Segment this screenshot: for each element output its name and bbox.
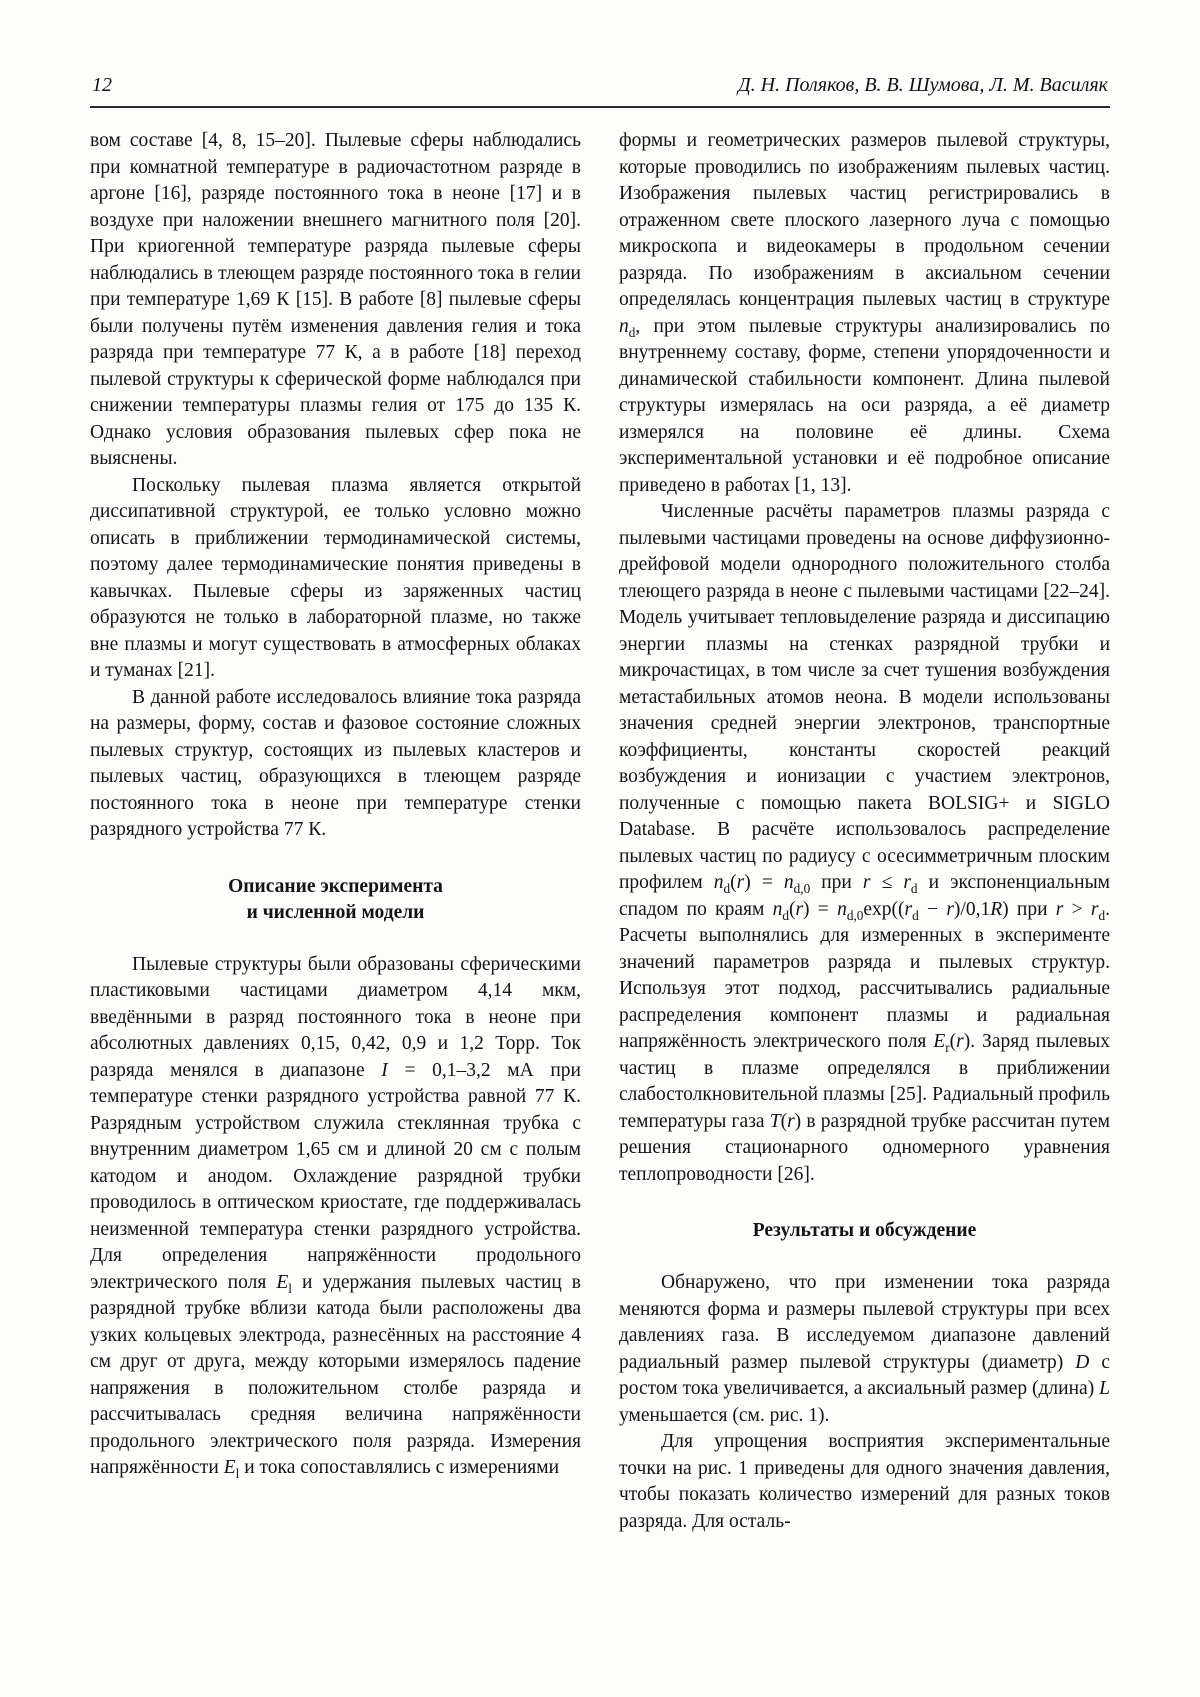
article-body [90, 128, 1110, 1535]
left-column [90, 128, 581, 1535]
paragraph: Пылевые структуры были образованы сферическими пластиковыми частицами диаметром 4,14 мкм, введёнными в разряд постоянного тока в неоне при абсолютных давлениях 0,15, 0,42, 0,9 и 1,2 Торр. Ток разряда менялся в диапазоне I = 0,1–3,2 мА при температуре стенки разрядного устройства равной 77 К. Разрядным устройством служила стеклянная трубка с внутренним диаметром 1,65 см и длиной 20 см с полым катодом и анодом. Охлаждение разрядной трубки проводилось в оптическом криостате, где поддерживалась неизменной температура стенки разрядного устройства. Для определения напряжённости продольного электрического поля $E_l$ и удержания пылевых частиц в разрядной трубке вблизи катода были расположены два узких кольцевых электрода, разнесённых на расстояние 4 см друг от друга, между которыми измерялось падение напряжения в положительном столбе разряда и рассчитывалась средняя величина напряжённости продольного электрического поля разряда. Измерения напряжённости $E_l$ и тока сопоставлялись с измерениями [90, 953, 582, 1481]
page-number: 12 [92, 74, 112, 96]
section-heading-results [619, 1218, 1110, 1244]
paragraph: Обнаружено, что при изменении тока разряда меняются форма и размеры пылевой структуры при всех давлениях газа. В исследуемом диапазоне давлений радиальный размер пылевой структуры (диаметр) D с ростом тока увеличивается, а аксиальный размер (длина) L уменьшается (см. рис. 1). [619, 1272, 1110, 1426]
right-column [619, 128, 1110, 1535]
running-head [90, 74, 1110, 106]
section-heading-line: Результаты и обсуждение [752, 1220, 977, 1241]
paragraph: Численные расчёты параметров плазмы разряда с пылевыми частицами проведены на основе диффузионно-дрейфовой модели однородного положительного столба тлеющего разряда в неоне с пылевыми частицами [22–24]. Модель учитывает тепловыделение разряда и диссипацию энергии плазмы на стенках разрядной трубки и микрочастицах, в том числе за счет тушения возбуждения метастабильных атомов неона. В модели использованы значения средней энергии электронов, транспортные коэффициенты, константы скоростей реакций возбуждения и ионизации с участием электронов, полученные с помощью пакета BOLSIG+ и SIGLO Database. В расчёте использовалось распределение пылевых частиц по радиусу с осесимметричным плоским профилем $n_d(r) = n_{d,0}$ при $r \le r_d$ и экспоненциальным спадом по краям $n_d(r) = n_{d,0}\exp((r_d - r)/0,1R)$ при $r > r_d$. Расчеты выполнялись для измеренных в эксперименте значений параметров разряда и пылевых структур. Используя этот подход, рассчитывались радиальные распределения компонент плазмы и радиальная напряжённость электрического поля $E_r(r)$. Заряд пылевых частиц в плазме определялся в приближении слабостолкновительной плазмы [25]. Радиальный профиль температуры газа T(r) в разрядной трубке рассчитан путем решения стационарного одномерного уравнения теплопроводности [26]. [619, 501, 1111, 1185]
paragraph: формы и геометрических размеров пылевой структуры, которые проводились по изображениям пылевых частиц. Изображения пылевых частиц регистрировались в отраженном свете плоского лазерного луча с помощью микроскопа и видеокамеры в продольном сечении разряда. По изображениям в аксиальном сечении определялась концентрация пылевых частиц в структуре $n_d$, при этом пылевые структуры анализировались по внутреннему составу, форме, степени упорядоченности и динамической стабильности компонент. Длина пылевой структуры измерялась на оси разряда, а её диаметр измерялся на половине её длины. Схема экспериментальной установки и её подробное описание приведено в работах [1, 13]. [619, 130, 1110, 496]
header-rule [90, 106, 1110, 108]
paragraph: В данной работе исследовалось влияние тока разряда на размеры, форму, состав и фазовое состояние сложных пылевых структур, состоящих из пылевых кластеров и пылевых частиц, образующихся в тлеющем разряде постоянного тока в неоне при температуре стенки разрядного устройства 77 К. [90, 686, 581, 840]
paragraph: Для упрощения восприятия экспериментальные точки на рис. 1 приведены для одного значения давления, чтобы показать количество измерений для разных токов разряда. Для осталь- [619, 1431, 1110, 1532]
section-heading-line: и численной модели [246, 901, 425, 923]
section-heading-experiment [90, 874, 581, 926]
section-heading-line: Описание эксперимента [228, 875, 443, 897]
paragraph: Поскольку пылевая плазма является открытой диссипативной структурой, ее только условно можно описать в приближении термодинамической системы, поэтому далее термодинамические понятия приведены в кавычках. Пылевые сферы из заряженных частиц образуются не только в лабораторной плазме, но также вне плазмы и могут существовать в атмосферных облаках и туманах [21]. [90, 474, 581, 681]
paragraph: вом составе [4, 8, 15–20]. Пылевые сферы наблюдались при комнатной температуре в радиочастотном разряде в аргоне [16], разряде постоянного тока в неоне [17] и в воздухе при наложении внешнего магнитного поля [20]. При криогенной температуре разряда пылевые сферы наблюдались в тлеющем разряде постоянного тока в гелии при температуре 1,69 К [15]. В работе [8] пылевые сферы были получены путём изменения давления гелия и тока разряда при температуре 77 К, а в работе [18] переход пылевой структуры к сферической форме наблюдался при снижении температуры плазмы гелия от 175 до 135 К. Однако условия образования пылевых сфер пока не выяснены. [90, 130, 581, 469]
running-authors: Д. Н. Поляков, В. В. Шумова, Л. М. Василяк [737, 74, 1108, 96]
